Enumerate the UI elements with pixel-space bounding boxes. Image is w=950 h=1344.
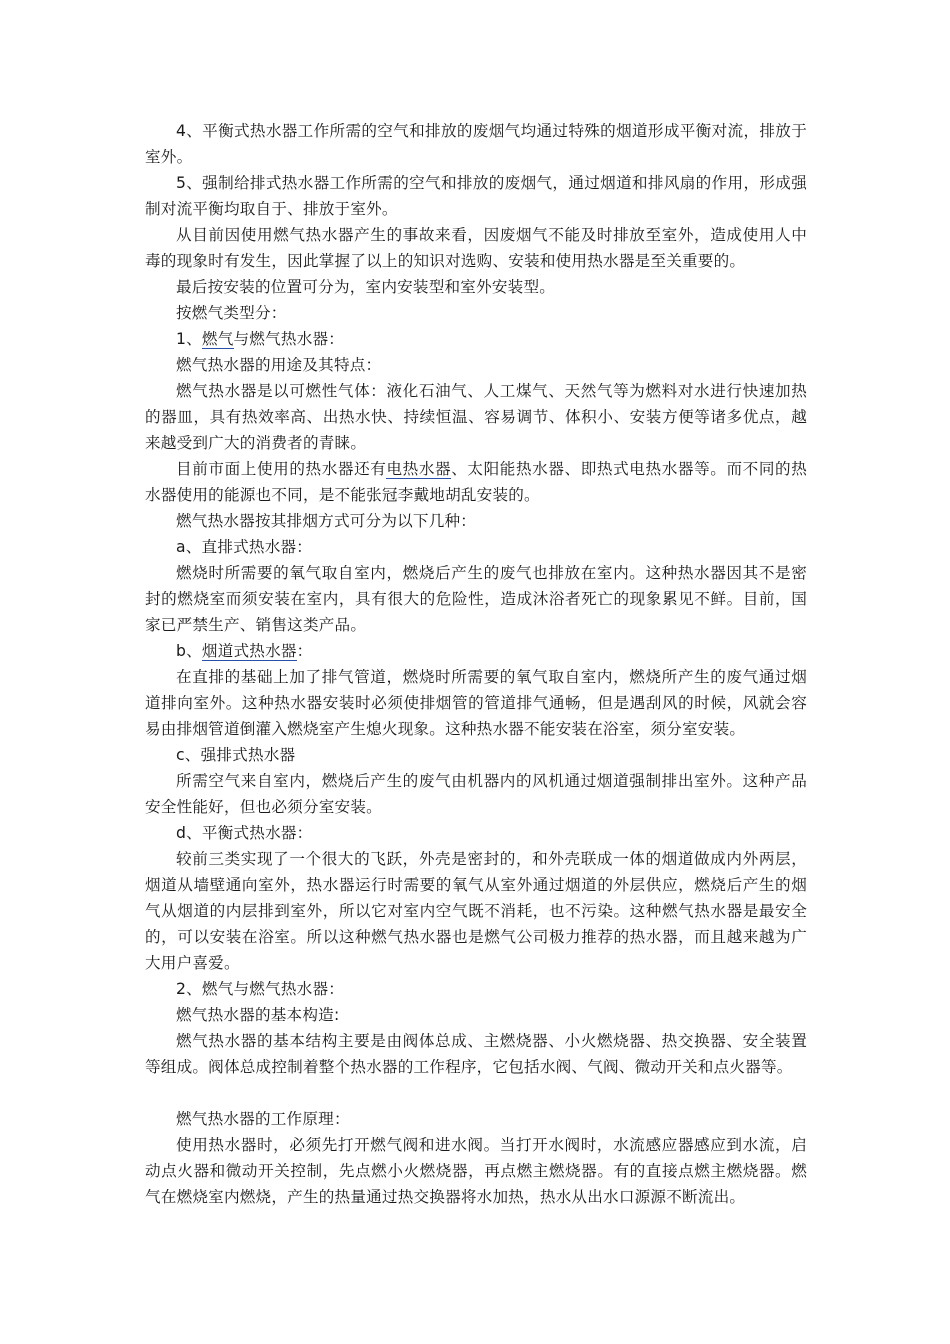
text-run: 1、 (176, 330, 202, 348)
paragraph: 较前三类实现了一个很大的飞跃，外壳是密封的，和外壳联成一体的烟道做成内外两层，烟道从墙壁通向室外，热水器运行时需要的氧气从室外通过烟道的外层供应，燃烧后产生的烟气从烟道的内层排到室外，所以它对室内空气既不消耗，也不污染。这种燃气热水器是最安全的，可以安装在浴室。所以这种燃气热水器也是燃气公司极力推荐的热水器，而且越来越为广大用户喜爱。 (145, 850, 807, 972)
text-run: 、太阳能热水器、即热式电热水器等。而不同的热水器使用的能源也不同，是不能张冠李戴地胡乱安装的。 (145, 460, 807, 504)
blank-line (145, 1080, 807, 1106)
paragraph: 最后按安装的位置可分为，室内安装型和室外安装型。 (176, 278, 556, 296)
text-run: ： (296, 642, 313, 660)
heading-gas-and-heater (145, 326, 807, 352)
paragraph: 燃气热水器按其排烟方式可分为以下几种： (176, 512, 477, 530)
paragraph: 燃气热水器是以可燃性气体：液化石油气、人工煤气、天然气等为燃料对水进行快速加热的器皿，具有热效率高、出热水快、持续恒温、容易调节、体积小、安装方便等诸多优点，越来越受到广大的消费者的青睐。 (145, 382, 807, 452)
heading-flue-heater (145, 638, 807, 664)
link-electric-heater[interactable]: 电热水器 (386, 460, 452, 478)
paragraph: 使用热水器时，必须先打开燃气阀和进水阀。当打开水阀时，水流感应器感应到水流，启动点火器和微动开关控制，先点燃小火燃烧器，再点燃主燃烧器。有的直接点燃主燃烧器。燃气在燃烧室内燃烧，产生的热量通过热交换器将水加热，热水从出水口源源不断流出。 (145, 1136, 807, 1206)
paragraph: 4、平衡式热水器工作所需的空气和排放的废烟气均通过特殊的烟道形成平衡对流，排放于室外。 (145, 122, 807, 166)
text-run: 目前市面上使用的热水器还有 (176, 460, 387, 478)
paragraph-other-heaters (145, 456, 807, 508)
link-gas[interactable]: 燃气 (201, 330, 234, 348)
link-flue-heater[interactable]: 烟道式热水器 (201, 642, 297, 660)
paragraph: d、平衡式热水器： (176, 824, 313, 842)
paragraph: 燃气热水器的基本结构主要是由阀体总成、主燃烧器、小火燃烧器、热交换器、安全装置等组成。阀体总成控制着整个热水器的工作程序，它包括水阀、气阀、微动开关和点火器等。 (145, 1032, 807, 1076)
paragraph: 所需空气来自室内，燃烧后产生的废气由机器内的风机通过烟道强制排出室外。这种产品安全性能好，但也必须分室安装。 (145, 772, 807, 816)
paragraph: 2、燃气与燃气热水器： (176, 980, 345, 998)
paragraph: 在直排的基础上加了排气管道，燃烧时所需要的氧气取自室内，燃烧所产生的废气通过烟道排向室外。这种热水器安装时必须使排烟管的管道排气通畅，但是遇刮风的时候，风就会容易由排烟管道倒灌入燃烧室产生熄火现象。这种热水器不能安装在浴室，须分室安装。 (145, 668, 807, 738)
text-run: 与燃气热水器： (233, 330, 345, 348)
paragraph: 燃气热水器的基本构造: (176, 1006, 340, 1024)
paragraph: 5、强制给排式热水器工作所需的空气和排放的废烟气，通过烟道和排风扇的作用，形成强制对流平衡均取自于、排放于室外。 (145, 174, 807, 218)
text-run: b、 (176, 642, 202, 660)
paragraph: a、直排式热水器： (176, 538, 313, 556)
paragraph: 燃烧时所需要的氧气取自室内，燃烧后产生的废气也排放在室内。这种热水器因其不是密封的燃烧室而须安装在室内，具有很大的危险性，造成沐浴者死亡的现象累见不鲜。目前，国家已严禁生产、销售这类产品。 (145, 564, 807, 634)
paragraph: 从目前因使用燃气热水器产生的事故来看，因废烟气不能及时排放至室外，造成使用人中毒的现象时有发生，因此掌握了以上的知识对选购、安装和使用热水器是至关重要的。 (145, 226, 807, 270)
document-page (145, 118, 807, 1210)
paragraph: 燃气热水器的工作原理： (176, 1110, 350, 1128)
paragraph: c、强排式热水器 (176, 746, 296, 764)
paragraph: 燃气热水器的用途及其特点： (176, 356, 382, 374)
paragraph: 按燃气类型分： (176, 304, 287, 322)
